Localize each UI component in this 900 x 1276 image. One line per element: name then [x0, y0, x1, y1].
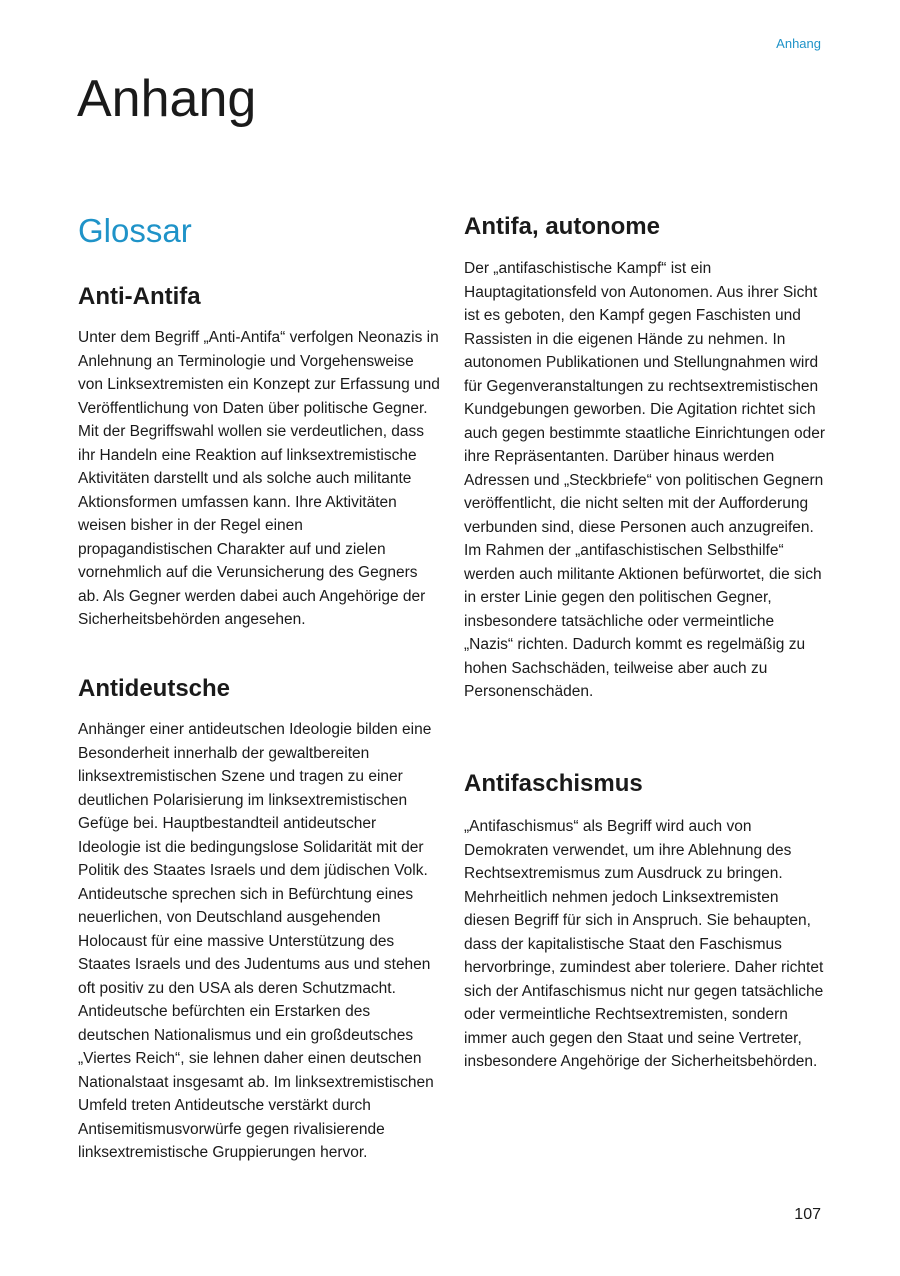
term-heading-anti-antifa: Anti-Antifa: [78, 283, 201, 310]
term-text-anti-antifa: Unter dem Begriff „Anti-Antifa“ verfolgen Neonazis in Anlehnung an Terminologie und Vorgehensweise von Linksextremisten ein Konzept zur Erfassung und Veröffentlichung von Daten über politische Gegner. Mit der Begriffswahl wollen sie verdeutlichen, dass ihr Handeln eine Reaktion auf linksextremistische Aktivitäten darstellt und als solche auch militante Aktionsformen umfassen kann. Ihre Aktivitäten weisen bisher in der Regel einen propagandistischen Charakter auf und zielen vornehmlich auf die Verunsicherung des Gegners ab. Als Gegner werden dabei auch Angehörige der Sicherheitsbehörden angesehen.: [78, 329, 440, 628]
section-title: Glossar: [78, 212, 192, 249]
running-header: Anhang: [776, 36, 821, 51]
term-heading-antifa-autonome: Antifa, autonome: [464, 213, 660, 240]
term-text-antifaschismus: „Antifaschismus“ als Begriff wird auch von Demokraten verwendet, um ihre Ablehnung des Rechtsextremismus zum Ausdruck zu bringen. Mehrheitlich nehmen jedoch Linksextremisten diesen Begriff für sich in Anspruch. Sie behaupten, dass der kapitalistische Staat den Faschismus hervorbringe, zumindest aber toleriere. Daher richtet sich der Antifaschismus nicht nur gegen tatsächliche oder vermeintliche Rechtsextremisten, sondern immer auch gegen den Staat und seine Vertreter, insbesondere Angehörige der Sicherheitsbehörden.: [464, 818, 824, 1070]
term-heading-antideutsche: Antideutsche: [78, 675, 231, 702]
chapter-title: Anhang: [77, 70, 257, 128]
term-heading-antifaschismus: Antifaschismus: [464, 770, 643, 797]
page-number: 107: [794, 1206, 821, 1223]
term-text-antideutsche: Anhänger einer antideutschen Ideologie bilden eine Besonderheit innerhalb der gewaltbereiten linksextremistischen Szene und tragen zu einer deutlichen Polarisierung im linksextremistischen Gefüge bei. Hauptbestandteil antideutscher Ideologie ist die bedingungslose Solidarität mit der Politik des Staates Israels und dem jüdischen Volk. Antideutsche sprechen sich in Befürchtung eines neuerlichen, von Deutschland ausgehenden Holocaust für eine massive Unterstützung des Staates Israels und des Judentums aus und stehen oft positiv zu den USA als deren Schutzmacht. Antideutsche befürchten ein Erstarken des deutschen Nationalismus und ein großdeutsches „Viertes Reich“, sie lehnen daher einen deutschen Nationalstaat insgesamt ab. Im linksextremistischen Umfeld treten Antideutsche verstärkt durch Antisemitismusvorwürfe gegen rivalisierende linksextremistische Gruppierungen hervor.: [78, 721, 434, 1161]
term-text-antifa-autonome: Der „antifaschistische Kampf“ ist ein Hauptagitationsfeld von Autonomen. Aus ihrer Sicht ist es geboten, den Kampf gegen Faschisten und Rassisten in die eigenen Hände zu nehmen. In autonomen Publikationen und Stellungnahmen wird für Gegenveranstaltungen zu rechtsextremistischen Kundgebungen geworben. Die Agitation richtet sich auch gegen bestimmte staatliche Einrichtungen oder ihre Repräsentanten. Darüber hinaus werden Adressen und „Steckbriefe“ von politischen Gegnern veröffentlicht, die nicht selten mit der Aufforderung verbunden sind, diese Personen auch anzugreifen. Im Rahmen der „antifaschistischen Selbsthilfe“ werden auch militante Aktionen befürwortet, die sich in erster Linie gegen den politischen Gegner, insbesondere tatsächliche oder vermeintliche „Nazis“ richten. Dadurch kommt es regelmäßig zu hohen Sachschäden, teilweise aber auch zu Personenschäden.: [464, 260, 826, 700]
